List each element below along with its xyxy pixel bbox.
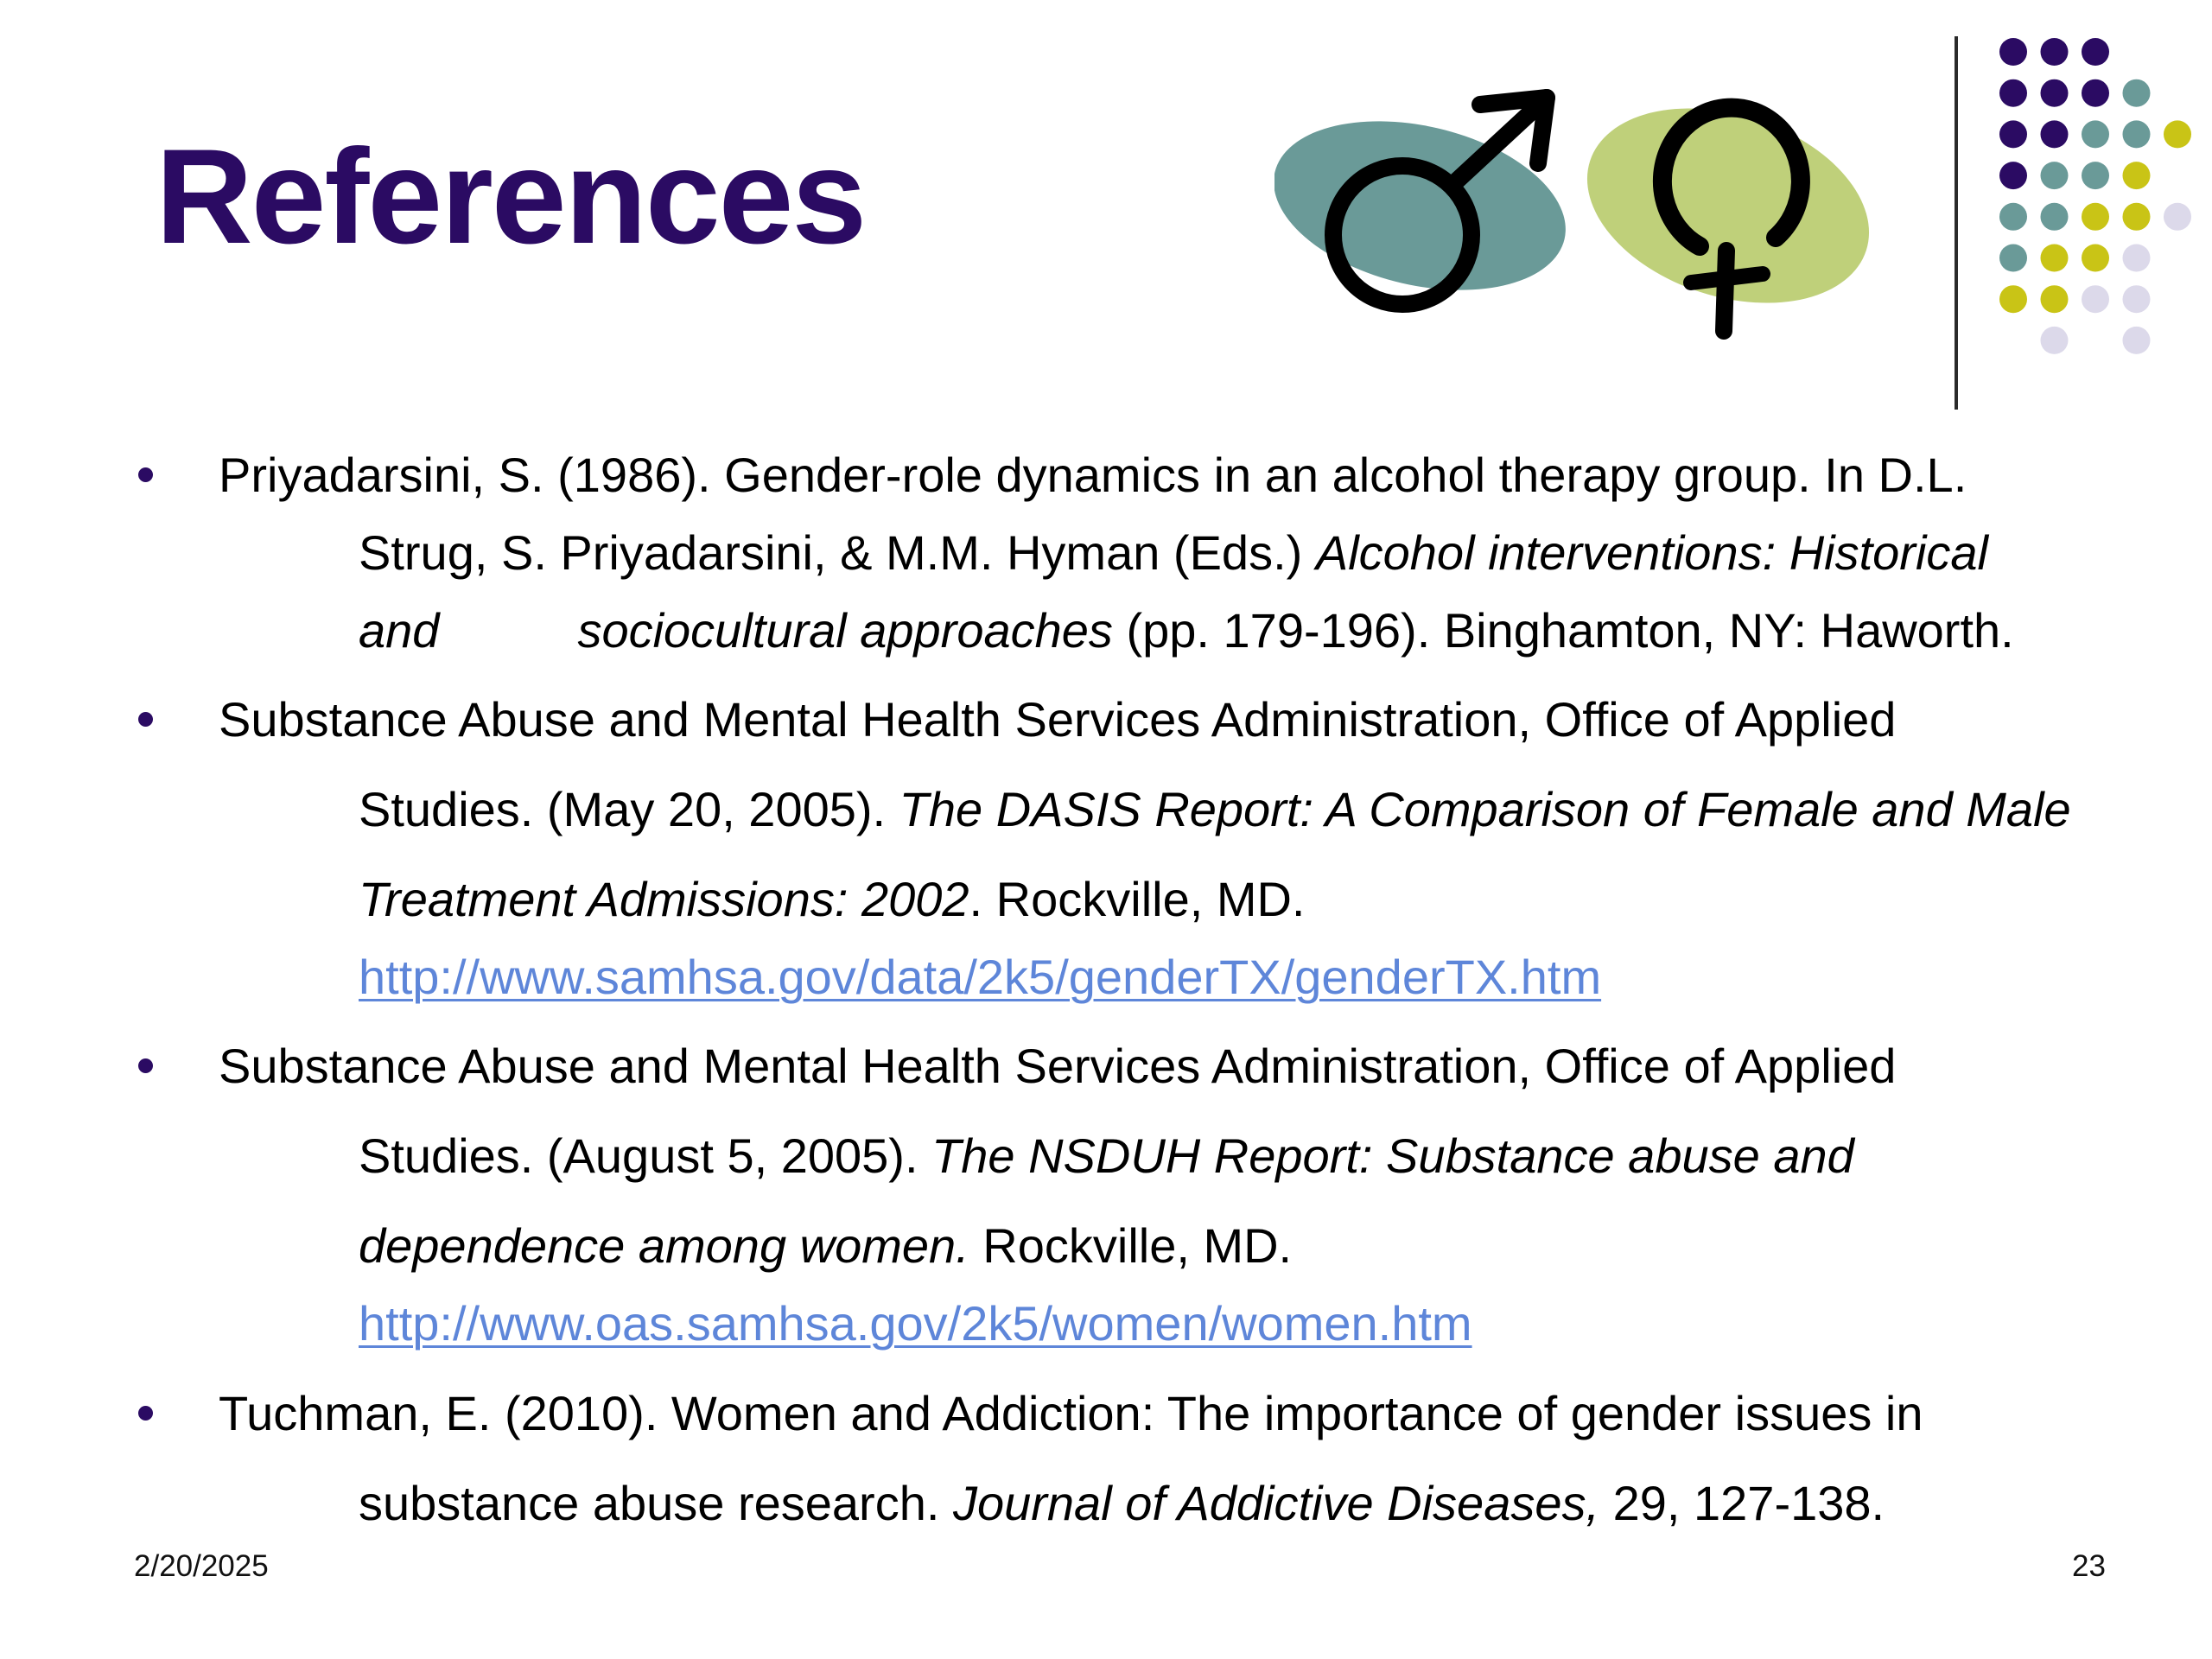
reference-1-text: (pp. 179-196). Binghamton, NY: Haworth. <box>1112 603 2014 658</box>
reference-2-line-4 <box>359 950 1602 1004</box>
reference-4-line-1: Tuchman, E. (2010). Women and Addiction: The importance of gender issues in <box>219 1386 1923 1440</box>
slide-date: 2/20/2025 <box>134 1549 269 1583</box>
reference-3-line-4 <box>359 1296 1472 1351</box>
reference-3-report-title: dependence among women. <box>359 1218 969 1273</box>
slide-title: References <box>156 122 866 272</box>
reference-1-book-title: and <box>359 603 440 658</box>
decorative-dot <box>2082 120 2109 148</box>
reference-1-line-1: Priyadarsini, S. (1986). Gender-role dynamics in an alcohol therapy group. In D.L. <box>219 448 1967 502</box>
reference-4-line-2 <box>359 1476 1885 1530</box>
gender-symbols-graphic <box>1274 73 1897 350</box>
reference-2-line-1: Substance Abuse and Mental Health Services Administration, Office of Applied <box>219 692 1897 747</box>
decorative-dot <box>2041 120 2069 148</box>
reference-2-text: . Rockville, MD. <box>969 872 1306 926</box>
bullet-icon <box>138 712 153 727</box>
decorative-dot <box>2041 327 2069 354</box>
decorative-dot <box>2123 285 2151 313</box>
decorative-dot <box>2041 79 2069 107</box>
decorative-dot <box>2041 203 2069 231</box>
decorative-dot <box>2123 327 2151 354</box>
decorative-dot <box>2123 120 2151 148</box>
reference-1-book-title: sociocultural approaches <box>577 603 1113 658</box>
reference-2-line-2 <box>359 782 2071 836</box>
reference-3-text: Rockville, MD. <box>969 1218 1293 1273</box>
decorative-dot <box>2082 79 2109 107</box>
reference-4-text: substance abuse research. <box>359 1476 953 1530</box>
reference-3-link[interactable]: http://www.oas.samhsa.gov/2k5/women/women.htm <box>359 1296 1472 1351</box>
reference-4-text: 29, 127-138. <box>1599 1476 1885 1530</box>
decorative-dot <box>2123 79 2151 107</box>
reference-2-report-title: Treatment Admissions: 2002 <box>359 872 969 926</box>
reference-3-line-1: Substance Abuse and Mental Health Services Administration, Office of Applied <box>219 1039 1897 1093</box>
slide-number: 23 <box>2072 1549 2106 1583</box>
reference-3-line-3 <box>359 1218 1293 1273</box>
decorative-dot <box>2041 245 2069 272</box>
header-divider <box>1955 36 1958 410</box>
decorative-dot <box>1999 245 2027 272</box>
decorative-dot <box>2164 203 2191 231</box>
reference-3-text: Studies. (August 5, 2005). <box>359 1128 932 1183</box>
decorative-dot <box>1999 38 2027 66</box>
decorative-dot <box>2041 285 2069 313</box>
decorative-dot <box>2164 120 2191 148</box>
decorative-dot <box>1999 79 2027 107</box>
reference-2-text: Studies. (May 20, 2005). <box>359 782 899 836</box>
decorative-dot <box>1999 285 2027 313</box>
reference-4-journal-title: Journal of Addictive Diseases, <box>952 1476 1600 1530</box>
decorative-dot <box>2082 203 2109 231</box>
decorative-dot <box>2041 38 2069 66</box>
reference-3-line-2 <box>359 1128 1854 1183</box>
reference-2-report-title: The DASIS Report: A Comparison of Female and Male <box>899 782 2071 836</box>
reference-2-line-3 <box>359 872 1306 926</box>
decorative-dot <box>2082 38 2109 66</box>
decorative-dot <box>1999 203 2027 231</box>
reference-1-book-title: Alcohol interventions: Historical <box>1315 525 1988 580</box>
decorative-dot <box>2082 285 2109 313</box>
decorative-dot <box>2041 162 2069 189</box>
reference-2-link[interactable]: http://www.samhsa.gov/data/2k5/genderTX/genderTX.htm <box>359 950 1602 1004</box>
bullet-icon <box>138 1406 153 1421</box>
reference-1-line-3 <box>359 603 2014 658</box>
decorative-dot <box>1999 162 2027 189</box>
reference-1-line-2 <box>359 525 1988 580</box>
reference-1-text: Strug, S. Priyadarsini, & M.M. Hyman (Eds.) <box>359 525 1316 580</box>
decorative-dot <box>1999 120 2027 148</box>
decorative-dot <box>2082 162 2109 189</box>
decorative-dot <box>2123 203 2151 231</box>
decorative-dot <box>2123 245 2151 272</box>
reference-3-report-title: The NSDUH Report: Substance abuse and <box>931 1128 1854 1183</box>
decorative-dot <box>2123 162 2151 189</box>
decorative-dot <box>2082 245 2109 272</box>
bullet-icon <box>138 1058 153 1073</box>
bullet-icon <box>138 467 153 482</box>
